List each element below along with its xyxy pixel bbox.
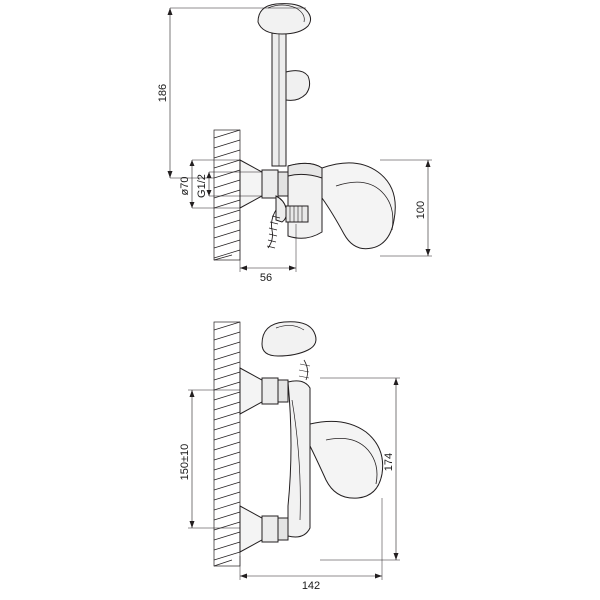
riser-pipe-side [272,30,286,166]
spray-holder-front [262,322,316,356]
escutcheon-upper-front [240,368,288,414]
dim-label-100: 100 [415,200,427,220]
flexible-hose-front [299,360,310,380]
side-view-group [168,4,433,272]
spray-trigger-side [286,71,310,101]
wall-hatching-side [214,130,240,260]
mixer-body-side [288,163,322,238]
wall-hatching-front [214,322,240,566]
dim-label-142: 142 [301,580,321,592]
lever-handle-front [310,421,383,498]
dim-label-174: 174 [383,452,395,472]
escutcheon-lower-front [240,506,288,552]
dim-label-186: 186 [157,83,169,103]
mixer-body-front [288,381,310,537]
front-view-group [188,322,400,580]
lever-handle-side [322,163,395,249]
dim-label-150: 150±10 [179,443,191,481]
dim-label-g12: G1/2 [196,174,208,198]
dim-label-56: 56 [259,272,273,284]
dim-label-diameter-70: ø70 [179,176,191,196]
escutcheon-side [240,160,293,208]
